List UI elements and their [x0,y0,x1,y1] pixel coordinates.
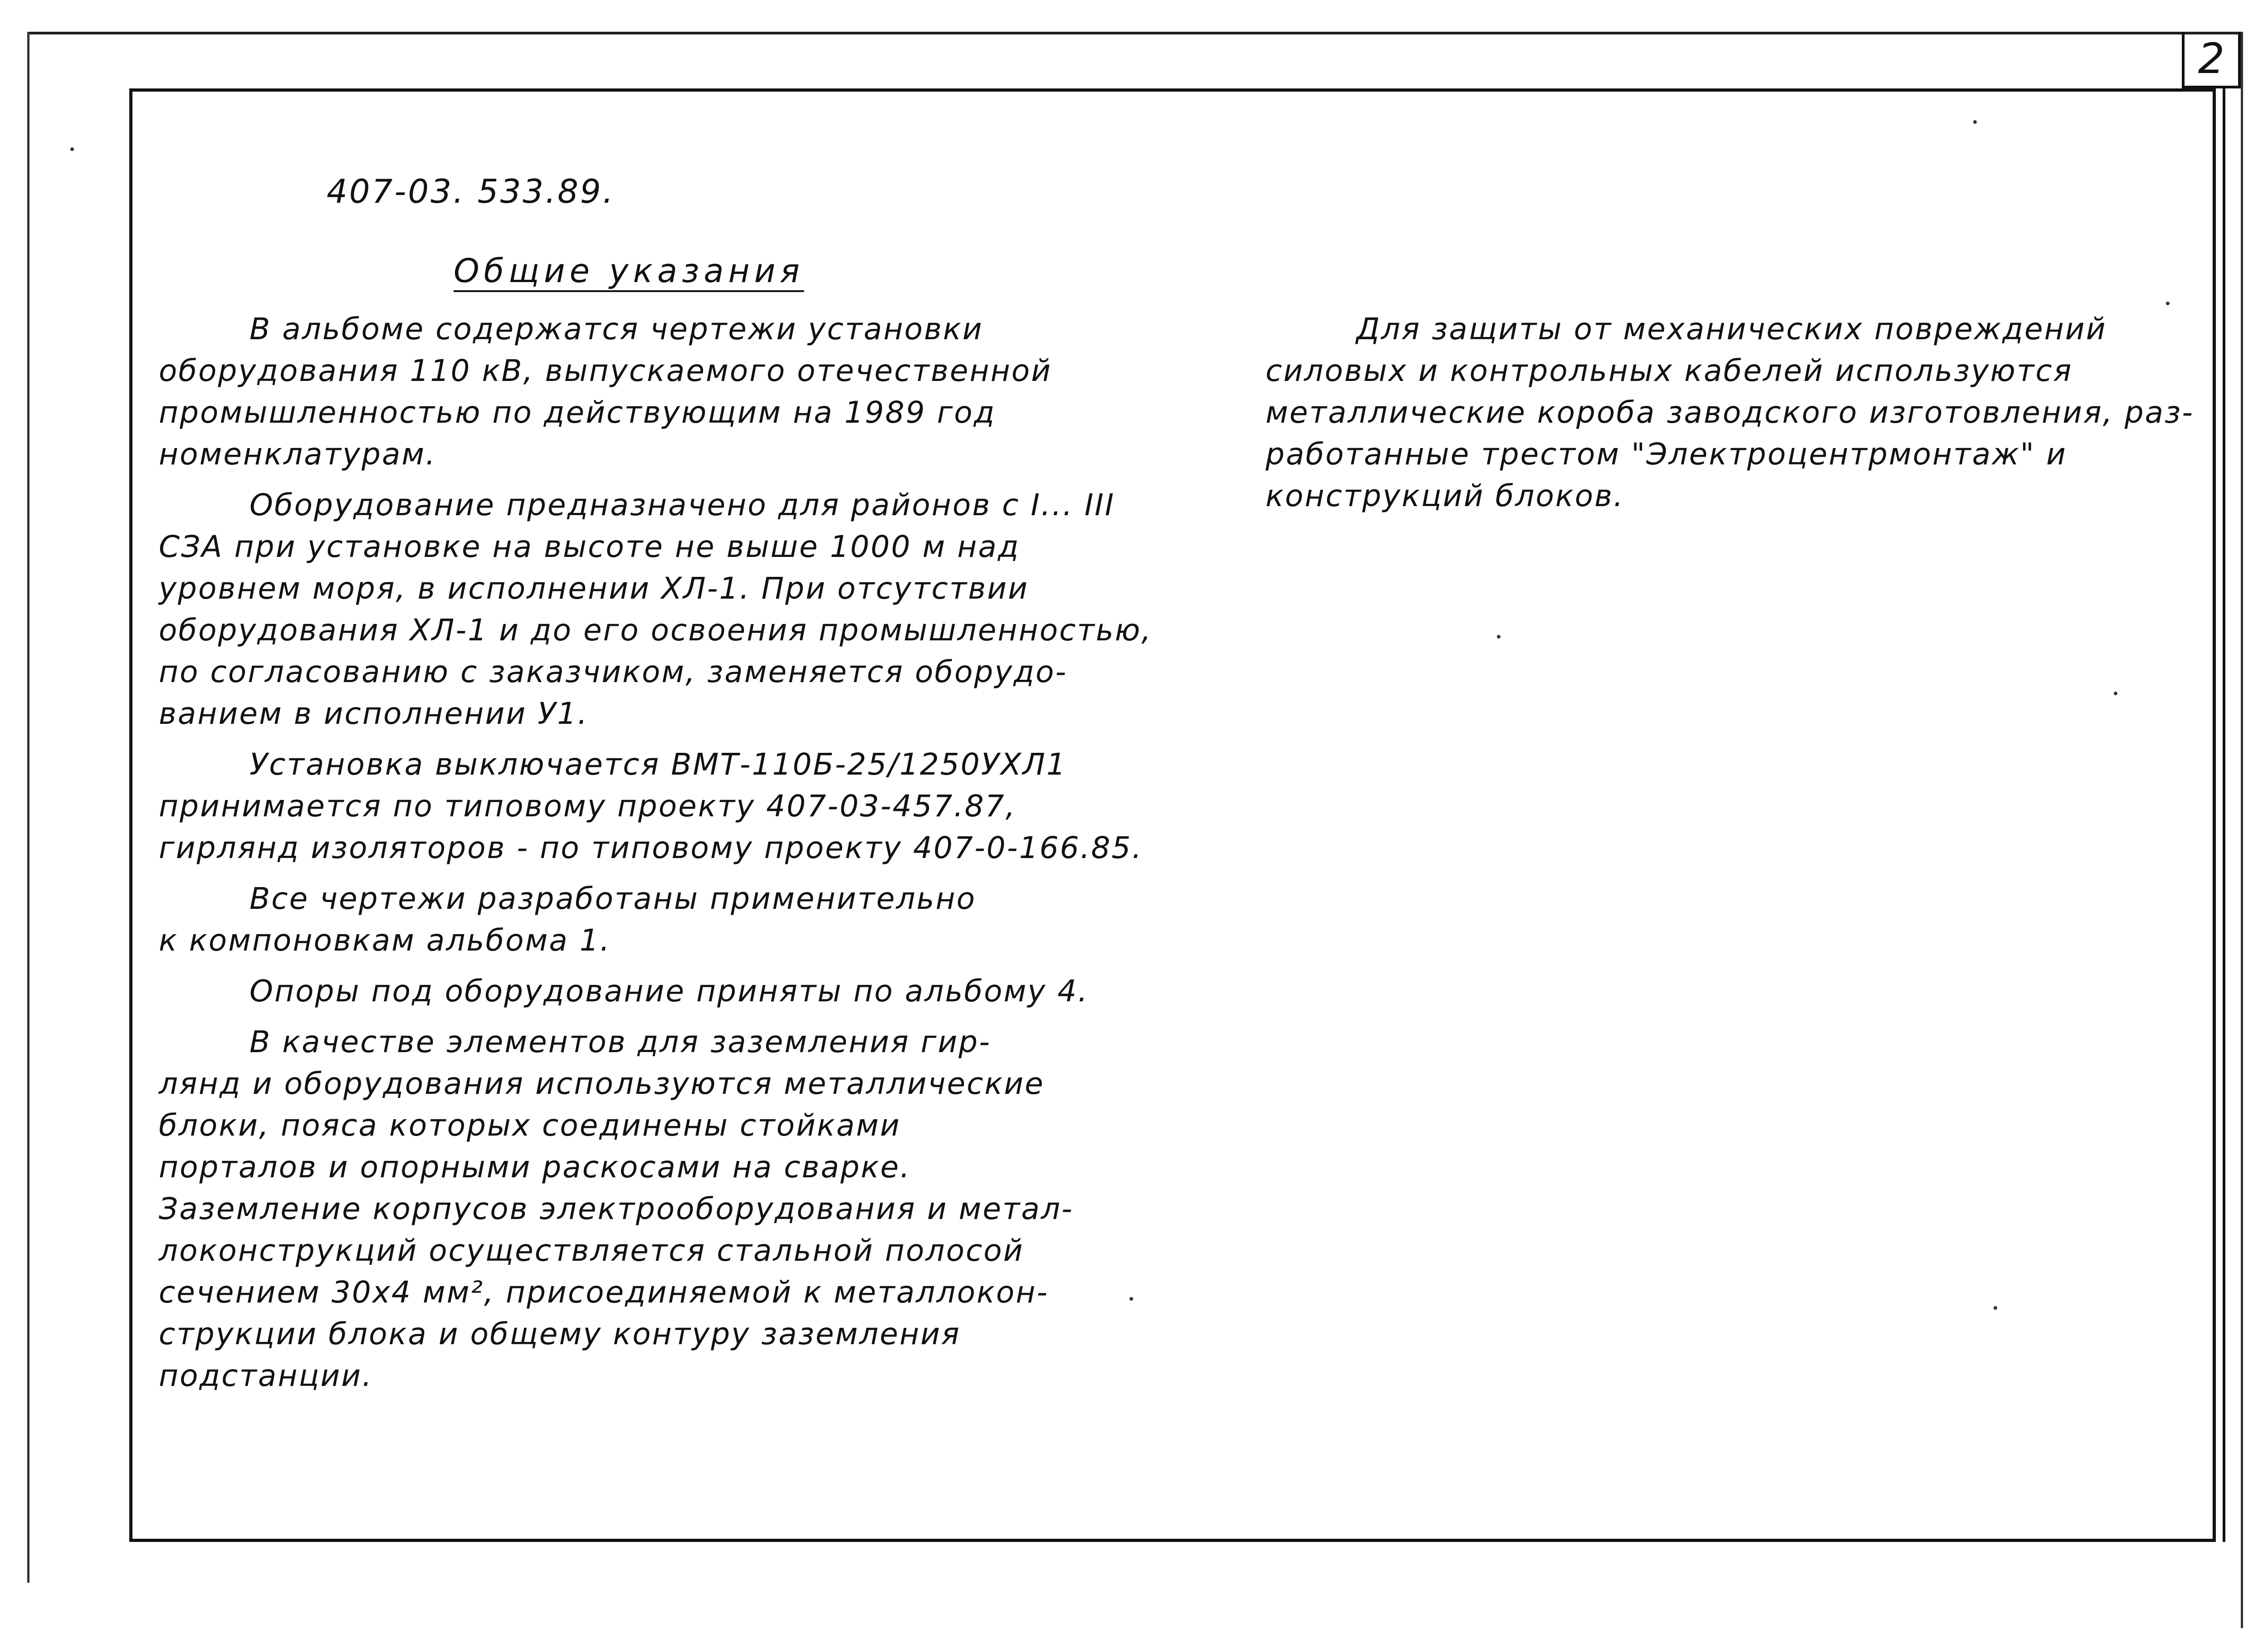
scan-speck [2114,692,2117,695]
scan-speck [1497,635,1501,639]
frame-right-border [2223,88,2225,1542]
text-line: Заземление корпусов электрооборудования и метал- [159,1191,1074,1226]
text-line: сечением 30х4 мм², присоединяемой к металлокон- [159,1275,1049,1310]
sheet-top-edge [27,32,2241,34]
left-text-column [159,308,1157,1397]
sheet-number: 2 [2198,34,2225,83]
text-line: блоки, пояса которых соединены стойками [159,1108,901,1143]
text-line: В альбоме содержатся чертежи установки [249,312,983,346]
text-line: порталов и опорными раскосами на сварке. [159,1150,911,1185]
text-line: Установка выключается ВМТ-110Б-25/1250УХЛ1 [249,747,1067,782]
text-line: к компоновкам альбома 1. [159,923,611,958]
scan-speck [1973,120,1977,124]
text-line: ванием в исполнении У1. [159,696,589,731]
sheet-right-edge [2241,32,2243,1628]
text-line: работанные трестом "Электроцентрмонтаж" и [1266,437,2067,472]
text-line: номенклатурам. [159,437,437,472]
text-line: принимается по типовому проекту 407-03-457.87, [159,789,1017,824]
text-line: силовых и контрольных кабелей используются [1266,353,2073,388]
text-line: подстанции. [159,1358,373,1393]
right-text-column [1266,308,2194,517]
text-line: уровнем моря, в исполнении ХЛ-1. При отсутствии [159,571,1029,606]
sheet-left-edge [27,32,29,1583]
scan-speck [1129,1297,1133,1301]
text-line: оборудования ХЛ-1 и до его освоения промышленностью, [159,613,1153,648]
text-line: Опоры под оборудование приняты по альбому 4. [249,974,1089,1009]
text-line: металлические короба заводского изготовления, раз- [1266,395,2194,430]
scan-speck [1994,1306,1997,1310]
section-heading: Общие указания [454,252,804,290]
text-line: Все чертежи разработаны применительно [249,881,977,916]
scan-speck [70,147,74,151]
text-line: локонструкций осуществляется стальной полосой [159,1233,1024,1268]
text-line: Оборудование предназначено для районов с I... III [249,488,1115,522]
text-line: промышленностью по действующим на 1989 год [159,395,996,430]
text-line: Для защиты от механических повреждений [1356,312,2107,346]
document-code: 407-03. 533.89. [327,172,615,210]
text-line: по согласованию с заказчиком, заменяется оборудо- [159,654,1068,689]
text-line: СЗА при установке на высоте не выше 1000 м над [159,529,1020,564]
text-line: конструкций блоков. [1266,478,1625,513]
sheet-number-box [2182,32,2241,88]
text-line: В качестве элементов для заземления гир- [249,1024,991,1059]
scan-speck [2166,302,2170,305]
text-line: лянд и оборудования используются металлические [159,1066,1045,1101]
text-line: оборудования 110 кВ, выпускаемого отечественной [159,353,1052,388]
text-line: струкции блока и общему контуру заземления [159,1317,961,1351]
text-line: гирлянд изоляторов - по типовому проекту 407-0-166.85. [159,830,1143,865]
